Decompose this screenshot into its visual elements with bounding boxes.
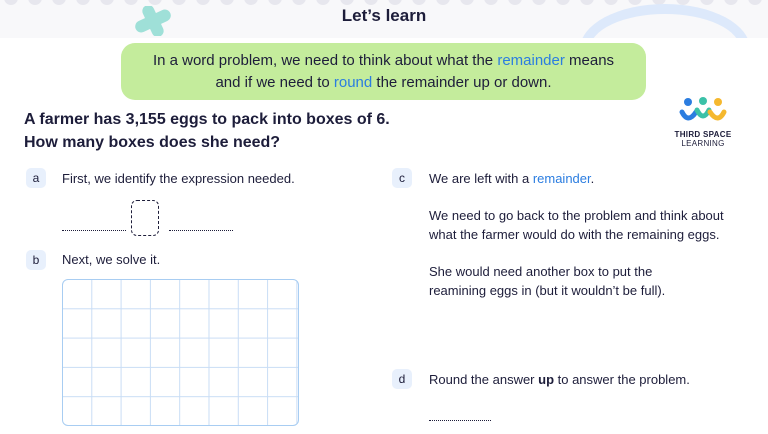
step-c-paragraph-2: We need to go back to the problem and think about what the farmer would do with the remaining eggs. [429, 208, 724, 242]
decorative-dot [604, 0, 618, 5]
decorative-dot [196, 0, 210, 5]
decorative-dot [268, 0, 282, 5]
step-b-badge: b [26, 250, 46, 270]
round-keyword: round [333, 74, 373, 91]
decorative-dot [244, 0, 258, 5]
decorative-dot [340, 0, 354, 5]
decorative-dot [28, 0, 42, 5]
decorative-dot [124, 0, 138, 5]
decorative-dot [628, 0, 642, 5]
decorative-dot [748, 0, 762, 5]
step-a-text: First, we identify the expression needed. [62, 171, 295, 186]
decorative-dot [460, 0, 474, 5]
decorative-dot [100, 0, 114, 5]
logo-name: THIRD SPACE [674, 130, 732, 139]
step-d-badge: d [392, 369, 412, 389]
expression-blank-right[interactable] [169, 230, 233, 231]
decorative-dot [76, 0, 90, 5]
decorative-dot [724, 0, 738, 5]
decorative-dot [52, 0, 66, 5]
logo-subtitle: LEARNING [681, 139, 725, 148]
problem-line-2: How many boxes does she need? [24, 134, 281, 151]
word-problem [24, 108, 390, 154]
operation-blank-box[interactable] [131, 200, 159, 236]
decorative-dot [148, 0, 162, 5]
page-title: Let’s learn [341, 6, 427, 25]
answer-blank[interactable] [429, 420, 491, 421]
decorative-dot [484, 0, 498, 5]
third-space-learning-logo [672, 96, 734, 148]
decorative-dot [388, 0, 402, 5]
decorative-dot [364, 0, 378, 5]
expression-blank-left[interactable] [62, 230, 126, 231]
decorative-dot [316, 0, 330, 5]
step-a-badge: a [26, 168, 46, 188]
step-c-badge: c [392, 168, 412, 188]
header-band [0, 0, 768, 38]
logo-icon [678, 96, 728, 126]
decorative-dot [700, 0, 714, 5]
step-c-text: We are left with a remainder. [429, 171, 595, 186]
step-d-text: Round the answer up to answer the problem. [429, 372, 690, 387]
decorative-dot [436, 0, 450, 5]
decorative-dot [220, 0, 234, 5]
decorative-dot [508, 0, 522, 5]
decorative-dot [580, 0, 594, 5]
decorative-dot [556, 0, 570, 5]
decorative-dot [412, 0, 426, 5]
banner-line-2: and if we need to round the remainder up or down. [215, 74, 552, 91]
remainder-keyword-c: remainder [532, 171, 591, 186]
working-grid[interactable] [62, 279, 299, 426]
up-keyword: up [538, 372, 555, 387]
remainder-keyword: remainder [497, 52, 565, 69]
step-b-text: Next, we solve it. [62, 252, 161, 267]
problem-line-1: A farmer has 3,155 eggs to pack into boxes of 6. [24, 111, 390, 128]
step-c-paragraph-3: She would need another box to put the reamining eggs in (but it wouldn’t be full). [429, 264, 666, 298]
banner-line-1: In a word problem, we need to think about what the remainder means [152, 52, 615, 69]
decorative-dot [172, 0, 186, 5]
decorative-dot [4, 0, 18, 5]
tip-banner [121, 43, 646, 100]
decorative-dot [532, 0, 546, 5]
decorative-dot [292, 0, 306, 5]
